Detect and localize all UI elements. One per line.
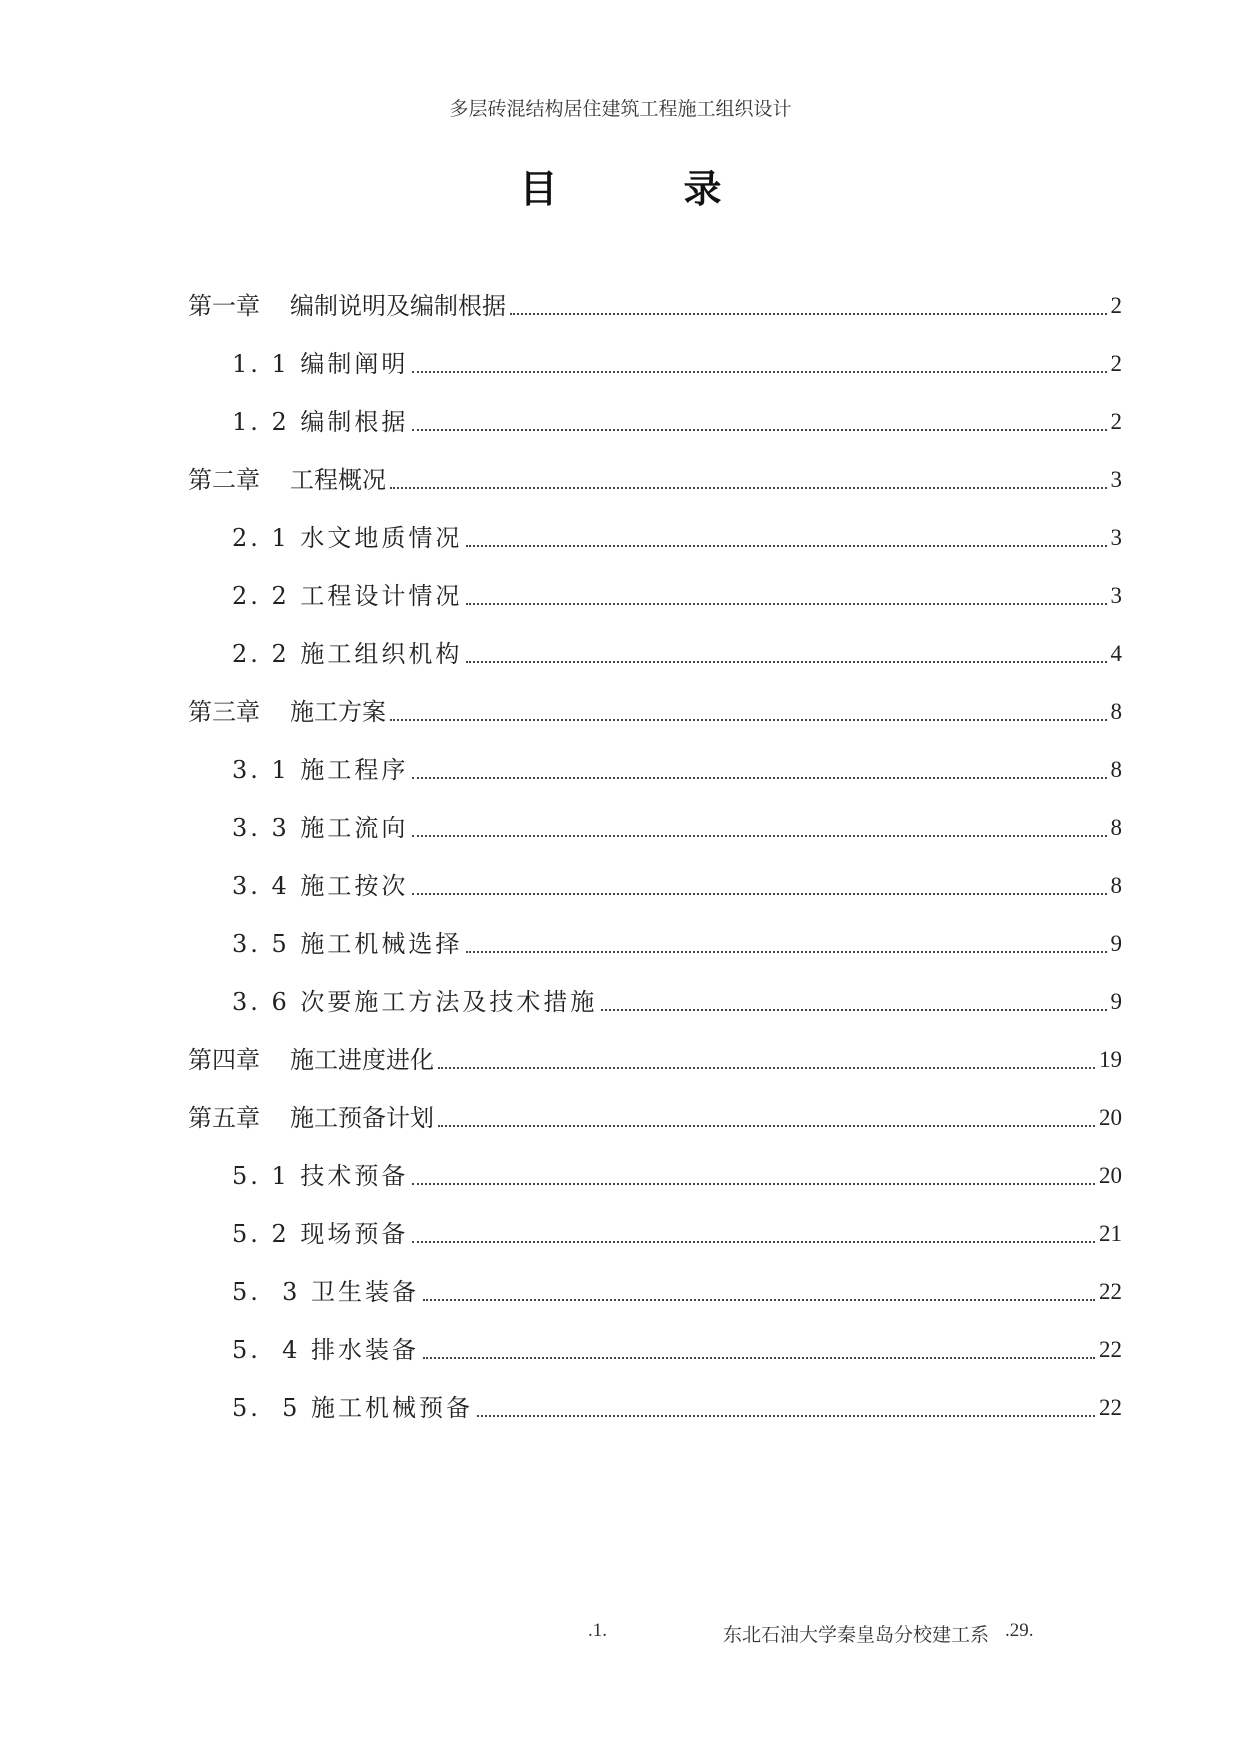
toc-entry-chapter-3[interactable] (188, 696, 1122, 728)
dot-leader (601, 1009, 1106, 1011)
toc-entry-5-4[interactable] (232, 1334, 1122, 1366)
toc-entry-3-4[interactable] (232, 870, 1122, 902)
page-number: 22 (1099, 1279, 1122, 1304)
dot-leader (412, 835, 1106, 837)
toc-entry-chapter-2[interactable] (188, 464, 1122, 496)
footer-institution: 东北石油大学秦皇岛分校建工系 (723, 1624, 990, 1646)
section-label: 3. 5 施工机械选择 (232, 930, 463, 958)
section-label: 2. 2 工程设计情况 (232, 582, 463, 610)
dot-leader (438, 1125, 1095, 1127)
page-number: 20 (1099, 1163, 1122, 1188)
chapter-label: 第四章 施工进度进化 (188, 1046, 434, 1074)
section-label: 5. 3 卫生装备 (232, 1278, 420, 1306)
dot-leader (412, 1183, 1095, 1185)
toc-entry-2-3[interactable] (232, 638, 1122, 670)
toc-entry-3-6[interactable] (232, 986, 1122, 1018)
toc-entry-3-1[interactable] (232, 754, 1122, 786)
toc-entry-5-2[interactable] (232, 1218, 1122, 1250)
toc-entry-5-5[interactable] (232, 1392, 1122, 1424)
dot-leader (390, 487, 1107, 489)
toc-entry-3-3[interactable] (232, 812, 1122, 844)
page-number: 2 (1110, 293, 1122, 318)
toc-entry-chapter-1[interactable] (188, 290, 1122, 322)
dot-leader (466, 951, 1106, 953)
chapter-label: 第三章 施工方案 (188, 698, 386, 726)
toc-entry-1-1[interactable] (232, 348, 1122, 380)
section-label: 5. 5 施工机械预备 (232, 1394, 474, 1422)
dot-leader (466, 603, 1106, 605)
footer-total-marker: .29. (1005, 1620, 1034, 1641)
page-number: 9 (1110, 931, 1122, 956)
page-number: 19 (1099, 1047, 1122, 1072)
toc-entry-2-2[interactable] (232, 580, 1122, 612)
page-number: 3 (1110, 525, 1122, 550)
section-label: 5. 4 排水装备 (232, 1336, 420, 1364)
toc-entry-5-3[interactable] (232, 1276, 1122, 1308)
page-number: 21 (1099, 1221, 1122, 1246)
dot-leader (412, 777, 1106, 779)
dot-leader (466, 545, 1106, 547)
dot-leader (412, 1241, 1095, 1243)
section-label: 1. 1 编制阐明 (232, 350, 409, 378)
toc-title: 目 录 (519, 167, 766, 211)
page-number: 22 (1099, 1337, 1122, 1362)
page-number: 3 (1110, 583, 1122, 608)
chapter-label: 第二章 工程概况 (188, 466, 386, 494)
chapter-label: 第五章 施工预备计划 (188, 1104, 434, 1132)
page-number: 22 (1099, 1395, 1122, 1420)
toc-entry-1-2[interactable] (232, 406, 1122, 438)
page-number: 4 (1110, 641, 1122, 666)
dot-leader (412, 371, 1106, 373)
section-label: 3. 3 施工流向 (232, 814, 409, 842)
page-number: 8 (1110, 815, 1122, 840)
dot-leader (412, 893, 1106, 895)
dot-leader (390, 719, 1107, 721)
section-label: 2. 1 水文地质情况 (232, 524, 463, 552)
section-label: 2. 2 施工组织机构 (232, 640, 463, 668)
dot-leader (423, 1357, 1095, 1359)
section-label: 5. 1 技术预备 (232, 1162, 409, 1190)
footer-page-marker: .1. (588, 1620, 607, 1641)
toc-entry-chapter-4[interactable] (188, 1044, 1122, 1076)
section-label: 3. 4 施工按次 (232, 872, 409, 900)
page-number: 2 (1110, 351, 1122, 376)
section-label: 3. 6 次要施工方法及技术措施 (232, 988, 598, 1016)
page-number: 8 (1110, 757, 1122, 782)
section-label: 5. 2 现场预备 (232, 1220, 409, 1248)
page-number: 9 (1110, 989, 1122, 1014)
dot-leader (412, 429, 1106, 431)
toc-entry-chapter-5[interactable] (188, 1102, 1122, 1134)
page-number: 20 (1099, 1105, 1122, 1130)
page-footer (0, 1620, 1241, 1650)
toc-entry-3-5[interactable] (232, 928, 1122, 960)
section-label: 3. 1 施工程序 (232, 756, 409, 784)
chapter-label: 第一章 编制说明及编制根据 (188, 292, 506, 320)
dot-leader (510, 313, 1107, 315)
toc-entry-2-1[interactable] (232, 522, 1122, 554)
dot-leader (466, 661, 1106, 663)
dot-leader (423, 1299, 1095, 1301)
dot-leader (477, 1415, 1095, 1417)
document-header: 多层砖混结构居住建筑工程施工组织设计 (449, 98, 792, 120)
page-number: 2 (1110, 409, 1122, 434)
section-label: 1. 2 编制根据 (232, 408, 409, 436)
page-number: 8 (1110, 699, 1122, 724)
page-number: 8 (1110, 873, 1122, 898)
toc-entry-5-1[interactable] (232, 1160, 1122, 1192)
dot-leader (438, 1067, 1095, 1069)
page-number: 3 (1110, 467, 1122, 492)
